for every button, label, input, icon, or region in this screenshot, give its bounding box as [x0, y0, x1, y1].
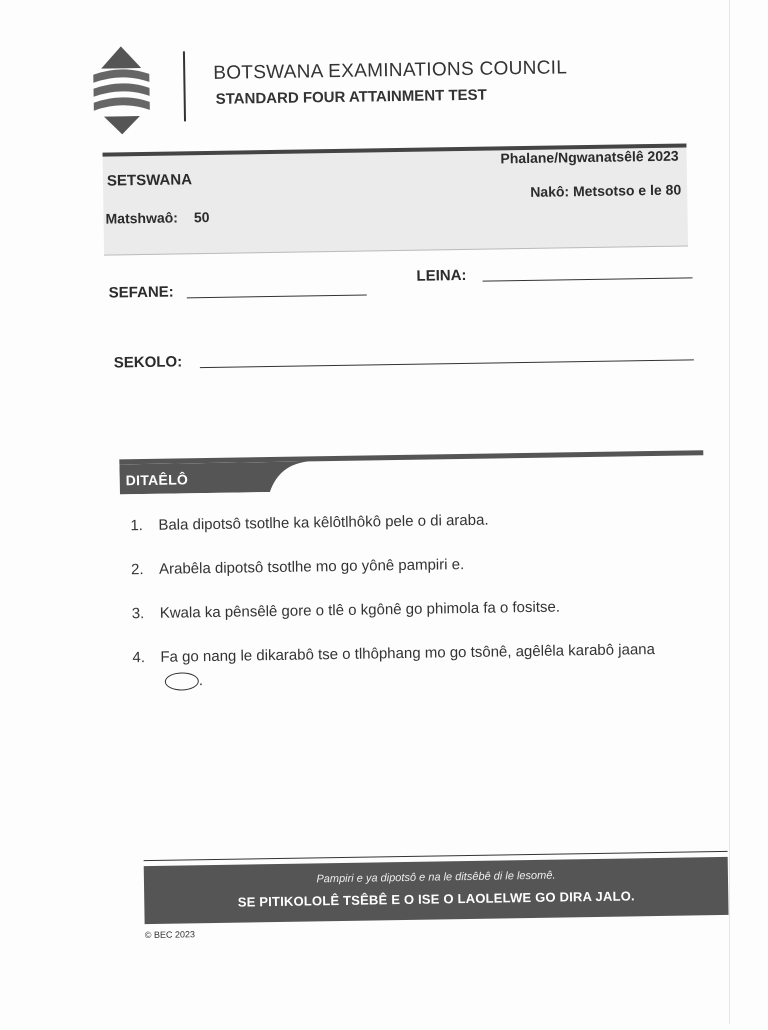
instruction-text: Kwala ka pênsêlê gore o tlê o kgônê go phimola fa o fositse.	[159, 598, 561, 622]
name-label: LEINA:	[416, 266, 467, 285]
exam-duration: Nakô: Metsotso e le 80	[530, 181, 682, 200]
subject-name: SETSWANA	[106, 171, 193, 190]
instruction-suffix: .	[198, 672, 204, 690]
bec-logo-icon	[89, 46, 154, 135]
instructions-heading-wrap	[119, 461, 309, 494]
instruction-text: Arabêla dipotsô tsotlhe mo go yônê pampiri e.	[158, 556, 465, 578]
marks	[105, 209, 209, 227]
instruction-text: Fa go nang le dikarabô tse o tlhôphang mo go tsônê, agêlêla karabô jaana	[160, 641, 656, 666]
test-name: STANDARD FOUR ATTAINMENT TEST	[215, 86, 487, 108]
copyright-icon: ©	[144, 929, 152, 941]
header-divider	[183, 51, 186, 121]
exam-date: Phalane/Ngwanatsêlê 2023	[500, 147, 679, 167]
copyright	[145, 929, 195, 940]
instruction-number: 3.	[131, 605, 145, 623]
surname-label: SEFANE:	[108, 283, 174, 302]
exam-info-box	[103, 143, 689, 255]
page-count-note: Pampiri e ya dipotsô e na le ditsêbê di le lesomê.	[316, 869, 556, 886]
instruction-number: 1.	[130, 517, 144, 535]
name-field[interactable]	[483, 277, 693, 281]
instructions-heading: DITAÊLÔ	[125, 471, 189, 489]
surname-field[interactable]	[187, 294, 367, 298]
answer-bubble-icon	[165, 672, 199, 691]
instruction-text: Bala dipotsô tsotlhe ka kêlôtlhôkô pele o di araba.	[158, 511, 489, 534]
school-field[interactable]	[200, 359, 694, 368]
instruction-item	[128, 505, 688, 538]
instructions-list	[128, 505, 691, 714]
school-label: SEKOLO:	[113, 353, 183, 372]
marks-value: 50	[193, 208, 210, 226]
instruction-number: 2.	[130, 561, 144, 579]
instruction-item	[130, 637, 691, 694]
council-name: BOTSWANA EXAMINATIONS COUNCIL	[213, 57, 568, 84]
do-not-turn-notice: SE PITIKOLOLÊ TSÊBÊ E O ISE O LAOLELWE GO DIRA JALO.	[237, 888, 635, 910]
instruction-item	[129, 549, 689, 582]
marks-label: Matshwaô:	[105, 209, 179, 227]
footer-banner	[144, 857, 729, 924]
instruction-item	[130, 593, 690, 626]
copyright-text: BEC 2023	[153, 929, 196, 940]
instruction-number: 4.	[132, 649, 146, 667]
